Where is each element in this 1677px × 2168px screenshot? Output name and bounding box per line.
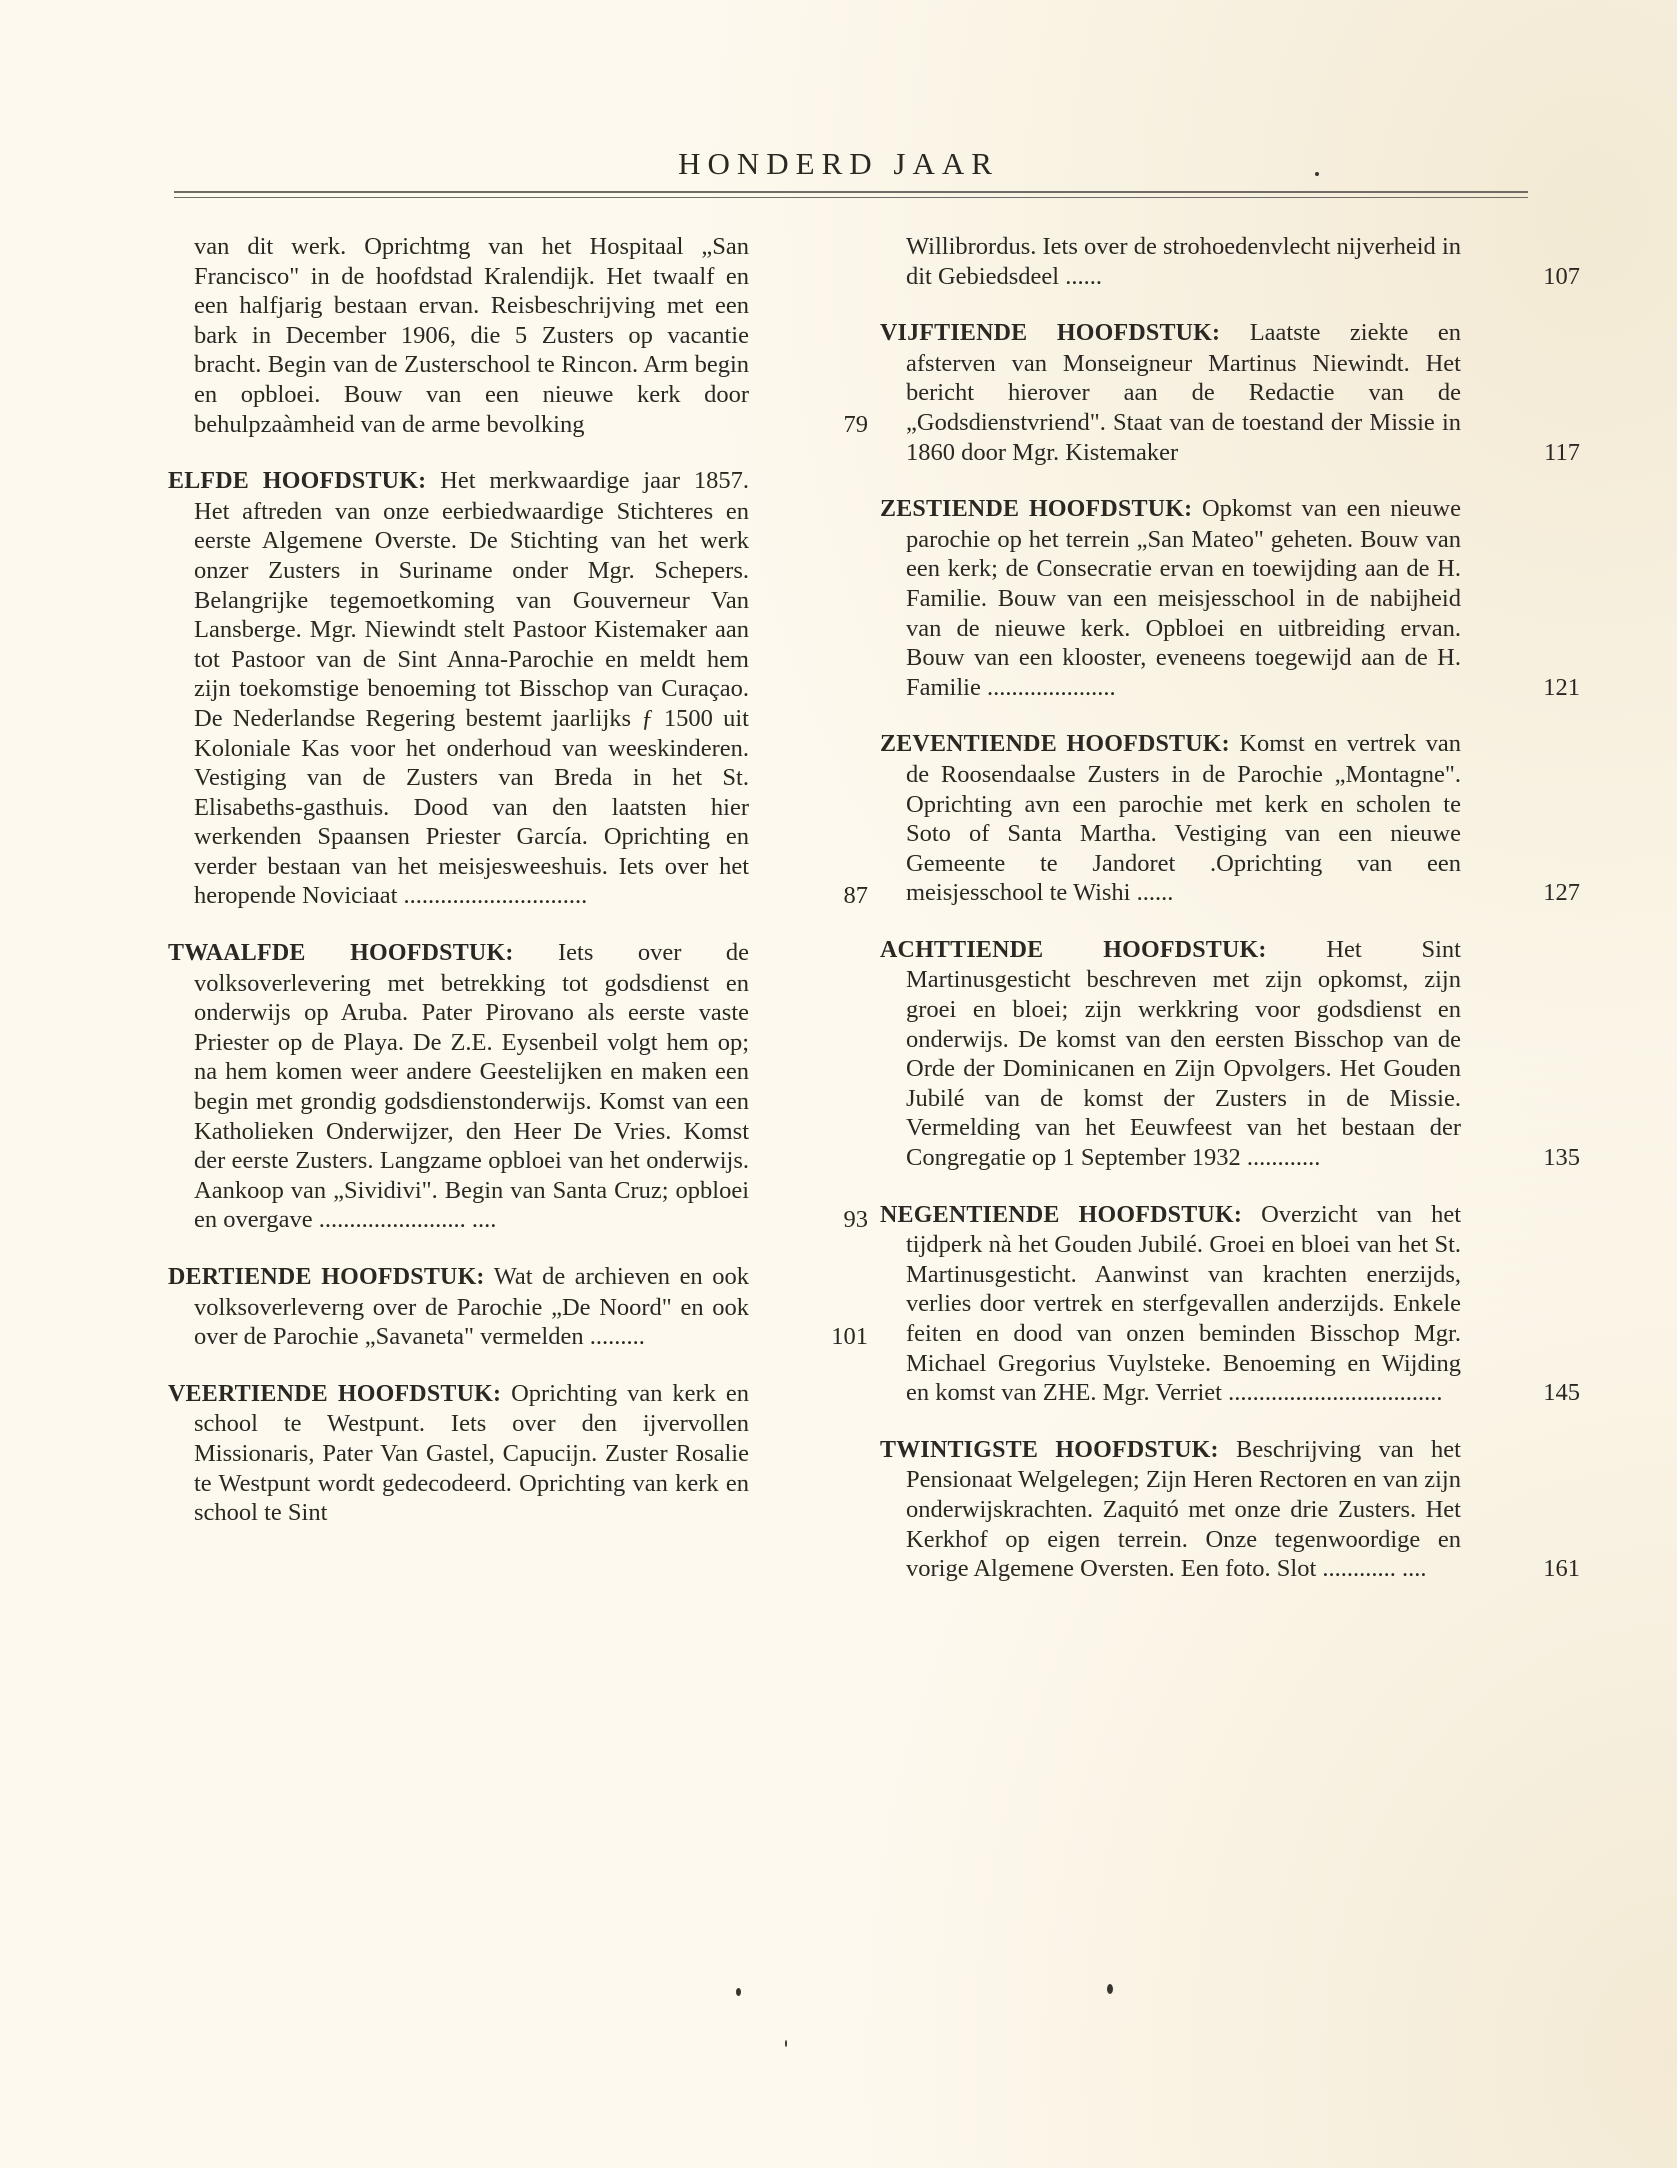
toc-entry-elfde [168, 466, 868, 911]
page-number: 135 [1543, 1144, 1580, 1172]
page-number: 79 [843, 410, 868, 438]
entry-text: Iets over de volksoverlevering met betrekking tot godsdienst en onderwijs op Aruba. Pater Pirovano als eerste vaste Priester op de Playa. De Z.E. Eysenbeil volgt hem op; na hem komen weer andere Geestelijken en maken een begin met grondig godsdienstonderwijs. Komst van een Katholieken Onderwijzer, den Heer De Vries. Komst der eerste Zusters. Langzame opbloei van het onderwijs. Aankoop van „Sividivi". Begin van Santa Cruz; opbloei en overgave ........................ .... [194, 939, 749, 1234]
paper-speck [785, 2040, 787, 2047]
toc-entry-dertiende [168, 1262, 868, 1352]
entry-text: Laatste ziekte en afsterven van Monseigneur Martinus Niewindt. Het bericht hierover aan de Redactie van de „Godsdienstvriend". Staat van de toestand der Missie in 1860 door Mgr. Kistemaker [906, 319, 1461, 466]
chapter-heading: VIJFTIENDE HOOFDSTUK: [880, 320, 1221, 347]
entry-text: Overzicht van het tijdperk nà het Gouden Jubilé. Groei en bloei van het St. Martinusgesticht. Aanwinst van krachten enerzijds, verlies door vertrek en sterfgevallen anderzijds. Enkele feiten en dood van onzen beminden Bisschop Mgr. Michael Gregorius Vuylsteke. Benoeming en Wijding en komst van ZHE. Mgr. Verriet ................................... [906, 1200, 1462, 1407]
toc-entry-zestiende [880, 494, 1580, 702]
page-number: 121 [1543, 673, 1580, 701]
entry-text: Willibrordus. Iets over de strohoedenvlecht nijverheid in dit Gebiedsdeel ...... [906, 233, 1461, 290]
toc-entry-zeventiende [880, 729, 1580, 908]
toc-right-column [880, 232, 1580, 1611]
page-number: 101 [831, 1323, 868, 1351]
chapter-heading: VEERTIENDE HOOFDSTUK: [168, 1380, 502, 1407]
page-number: 87 [843, 882, 868, 910]
entry-text: Oprichting van kerk en school te Westpunt. Iets over den ijvervollen Missionaris, Pater Van Gastel, Capucijn. Zuster Rosalie te Westpunt wordt gedecodeerd. Oprichting van kerk en school te Sint [194, 1379, 749, 1527]
chapter-heading: TWINTIGSTE HOOFDSTUK: [880, 1436, 1219, 1463]
toc-entry-twaalfde [168, 938, 868, 1235]
toc-left-column [168, 232, 868, 1555]
entry-text: Wat de archieven en ook volksoverleverng over de Parochie „De Noord" en ook over de Parochie „Savaneta" vermelden ......... [194, 1263, 749, 1351]
toc-entry-negentiende [880, 1200, 1580, 1408]
entry-text: Opkomst van een nieuwe parochie op het terrein „San Mateo" geheten. Bouw van een kerk; de Consecratie ervan en toewijding aan de H. Familie. Bouw van een meisjesschool in de nabijheid van de nieuwe kerk. Opbloei en uitbreiding ervan. Bouw van een klooster, eveneens toegewijd aan de H. Familie ..................... [906, 495, 1462, 701]
chapter-heading: TWAALFDE HOOFDSTUK: [168, 940, 514, 967]
toc-entry-achttiende [880, 935, 1580, 1173]
toc-entry-twintigste [880, 1435, 1580, 1584]
chapter-heading: DERTIENDE HOOFDSTUK: [168, 1264, 485, 1290]
entry-text: Beschrijving van het Pensionaat Welgelegen; Zijn Heren Rectoren en van zijn onderwijskrachten. Zaquitó met onze drie Zusters. Het Kerkhof op eigen terrein. Onze tegenwoordige en vorige Algemene Oversten. Een foto. Slot ............ .... [906, 1435, 1461, 1583]
chapter-heading: ELFDE HOOFDSTUK: [168, 468, 427, 495]
page-number: 145 [1543, 1379, 1580, 1407]
chapter-heading: NEGENTIENDE HOOFDSTUK: [880, 1201, 1243, 1228]
page-number: 117 [1544, 438, 1580, 466]
page-number: 127 [1543, 879, 1580, 907]
entry-text: Het merkwaardige jaar 1857. Het aftreden van onze eerbiedwaardige Stichteres en eerste Algemene Overste. De Stichting van het werk onzer Zusters in Suriname onder Mgr. Schepers. Belangrijke tegemoetkoming van Gouverneur Van Lansberge. Mgr. Niewindt stelt Pastoor Kistemaker aan tot Pastoor van de Sint Anna-Parochie en meldt hem zijn toekomstige benoeming tot Bisschop van Curaçao. De Nederlandse Regering bestemt jaarlijks ƒ 1500 uit Koloniale Kas voor het onderhoud van weeskinderen. Vestiging van de Zusters van Breda in het St. Elisabeths-gasthuis. Dood van den laatsten hier werkenden Spaansen Priester García. Oprichting en verder bestaan van het meisjesweeshuis. Iets over het heropende Noviciaat .............................. [194, 467, 749, 910]
toc-entry-veertiende [168, 1379, 868, 1528]
header-rule [174, 191, 1528, 193]
entry-text: Het Sint Martinusgesticht beschreven met zijn opkomst, zijn groei en bloei; zijn werkkring voor godsdienst en onderwijs. De komst van den eersten Bisschop van de Orde der Dominicanen en Zijn Opvolgers. Het Gouden Jubilé van de komst der Zusters in de Missie. Vermelding van het Eeuwfeest van het bestaan der Congregatie op 1 September 1932 ............ [906, 935, 1461, 1172]
toc-entry-continuation [168, 232, 868, 439]
chapter-heading: ZESTIENDE HOOFDSTUK: [880, 496, 1193, 523]
page-number: 93 [843, 1206, 868, 1234]
paper-speck [736, 1988, 741, 1996]
paper-speck [1315, 172, 1319, 176]
entry-text: van dit werk. Oprichtmg van het Hospitaal „San Francisco" in de hoofdstad Kralendijk. Het twaalf en een halfjarig bestaan ervan. Reisbeschrijving met een bark in December 1906, die 5 Zusters op vacantie bracht. Begin van de Zusterschool te Rincon. Arm begin en opbloei. Bouw van een nieuwe kerk door behulpzaàmheid van de arme bevolking [194, 233, 749, 438]
page-number: 107 [1543, 262, 1580, 290]
page-number: 161 [1543, 1555, 1580, 1583]
running-header: HONDERD JAAR [678, 146, 999, 181]
header-rule-thin [174, 197, 1528, 198]
toc-entry-vijftiende [880, 318, 1580, 467]
chapter-heading: ACHTTIENDE HOOFDSTUK: [880, 936, 1267, 963]
entry-text: Komst en vertrek van de Roosendaalse Zusters in de Parochie „Montagne". Oprichting avn een parochie met kerk en scholen te Soto of Santa Martha. Vestiging van een nieuwe Gemeente te Jandoret .Oprichting van een meisjesschool te Wishi ...... [906, 730, 1462, 907]
paper-speck [1107, 1984, 1113, 1994]
toc-entry-continuation [880, 232, 1580, 291]
chapter-heading: ZEVENTIENDE HOOFDSTUK: [880, 731, 1230, 758]
